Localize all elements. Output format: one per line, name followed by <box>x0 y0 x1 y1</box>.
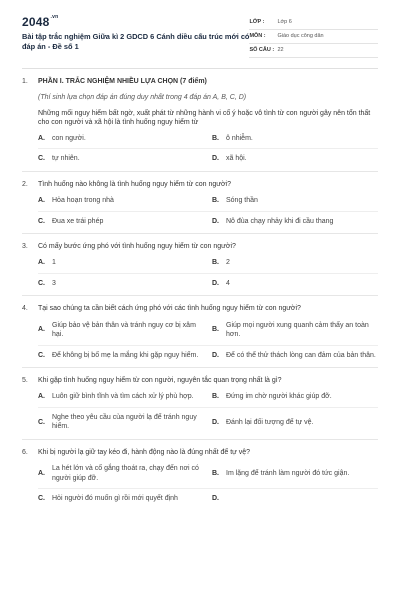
option-b[interactable] <box>212 321 378 340</box>
meta-value: 22 <box>277 46 284 53</box>
option-letter: D. <box>212 279 219 287</box>
option-letter: A. <box>38 393 45 401</box>
option-letter: A. <box>38 469 45 477</box>
option-letter: D. <box>212 155 219 163</box>
question-text: Có mấy bước ứng phó với tình huống nguy hiểm từ con người? <box>38 242 236 250</box>
option-text: Đánh lại đối tượng để tự vệ. <box>226 418 314 426</box>
option-text: con người. <box>52 134 86 142</box>
option-text: Để không bị bố mẹ la mắng khi gặp nguy hiểm. <box>52 351 199 359</box>
question-divider <box>22 439 378 440</box>
option-text: Đua xe trái phép <box>52 217 104 225</box>
meta-key: MÔN : <box>249 32 266 39</box>
question-1 <box>22 77 378 164</box>
option-text: Giúp mọi người xung quanh cảm thấy an toàn hơn. <box>226 321 369 339</box>
option-c[interactable] <box>38 351 204 360</box>
option-text: Nô đùa chạy nhảy khi đi cầu thang <box>226 217 334 225</box>
options-grid <box>38 134 378 164</box>
option-letter: A. <box>38 197 45 205</box>
option-letter: B. <box>212 197 219 205</box>
option-c[interactable] <box>38 217 204 226</box>
option-d[interactable] <box>212 494 378 503</box>
option-letter: B. <box>212 326 219 334</box>
section-heading: PHẦN I. TRẮC NGHIỆM NHIỀU LỰA CHỌN (7 điểm) <box>38 78 207 85</box>
option-a[interactable] <box>38 321 204 340</box>
option-b[interactable] <box>212 258 378 267</box>
question-divider <box>22 171 378 172</box>
logo-text: 2048 <box>22 15 50 29</box>
meta-row-subject <box>249 30 378 44</box>
option-letter: C. <box>38 155 45 163</box>
question-4 <box>22 304 378 360</box>
option-divider <box>38 345 378 346</box>
option-letter: B. <box>212 134 219 142</box>
meta-row-class <box>249 16 378 30</box>
options-grid <box>38 464 378 503</box>
option-d[interactable] <box>212 154 378 163</box>
question-number: 3. <box>22 242 28 250</box>
options-grid <box>38 258 378 288</box>
option-a[interactable] <box>38 196 204 205</box>
option-text: 4 <box>226 279 230 287</box>
option-divider <box>38 488 378 489</box>
option-text: Hỏi người đó muốn gì rồi mới quyết định <box>52 495 178 503</box>
option-text: Đứng im chờ người khác giúp đỡ. <box>226 393 332 401</box>
option-a[interactable] <box>38 464 204 483</box>
question-divider <box>22 295 378 296</box>
option-c[interactable] <box>38 154 204 163</box>
option-letter: A. <box>38 326 45 334</box>
question-2 <box>22 180 378 226</box>
option-letter: C. <box>38 418 45 426</box>
option-letter: D. <box>212 418 219 426</box>
option-letter: A. <box>38 259 45 267</box>
options-grid <box>38 196 378 226</box>
option-text: Hỏa hoạn trong nhà <box>52 197 114 205</box>
question-number: 6. <box>22 448 28 456</box>
meta-value: Lớp 6 <box>277 18 292 25</box>
option-text: La hét lớn và cố gắng thoát ra, chạy đến nơi có người giúp đỡ. <box>52 465 199 482</box>
option-text: 2 <box>226 259 230 267</box>
option-letter: B. <box>212 469 219 477</box>
question-note: (Thí sinh lựa chọn đáp án đúng duy nhất trong 4 đáp án A, B, C, D) <box>38 94 247 102</box>
option-text: Luôn giữ bình tĩnh và tìm cách xử lý phù hợp. <box>52 393 194 401</box>
option-b[interactable] <box>212 134 378 143</box>
option-text: ô nhiễm. <box>226 134 253 142</box>
question-number: 2. <box>22 180 28 188</box>
option-b[interactable] <box>212 196 378 205</box>
question-5 <box>22 376 378 432</box>
option-letter: B. <box>212 393 219 401</box>
meta-value: Giáo dục công dân <box>277 32 324 39</box>
question-3 <box>22 242 378 288</box>
option-a[interactable] <box>38 258 204 267</box>
option-c[interactable] <box>38 279 204 288</box>
option-d[interactable] <box>212 413 378 432</box>
question-text: Khi gặp tình huống nguy hiểm từ con người, nguyên tắc quan trọng nhất là gì? <box>38 377 282 384</box>
option-divider <box>38 407 378 408</box>
option-letter: C. <box>38 495 45 503</box>
meta-key: LỚP : <box>249 18 265 25</box>
option-text: Để có thể thử thách lòng can đảm của bản thân. <box>226 351 376 359</box>
option-letter: B. <box>212 259 219 267</box>
option-text: Im lặng để tránh làm người đó tức giận. <box>226 469 350 477</box>
option-letter: A. <box>38 134 45 142</box>
option-divider <box>38 148 378 149</box>
meta-table <box>249 16 378 58</box>
question-text: Tình huống nào không là tình huống nguy hiểm từ con người? <box>38 180 231 188</box>
option-text: 3 <box>52 279 56 287</box>
header-divider <box>22 68 378 69</box>
option-letter: C. <box>38 279 45 287</box>
option-text: Giúp bảo vệ bản thân và tránh nguy cơ bị xâm hại. <box>52 321 196 339</box>
option-b[interactable] <box>212 464 378 483</box>
meta-key: SỐ CÂU : <box>249 46 275 53</box>
question-6 <box>22 448 378 504</box>
option-text: tự nhiên. <box>52 155 80 163</box>
logo-suffix: .vn <box>50 14 59 20</box>
option-text: Sóng thần <box>226 197 258 205</box>
option-c[interactable] <box>38 413 204 432</box>
option-d[interactable] <box>212 279 378 288</box>
option-letter: C. <box>38 217 45 225</box>
options-grid <box>38 392 378 431</box>
option-text: 1 <box>52 259 56 267</box>
document-header <box>22 14 378 58</box>
option-text: Nghe theo yêu cầu của người lạ để tránh nguy hiểm. <box>52 413 197 431</box>
option-d[interactable] <box>212 351 378 360</box>
question-text: Khi bị người lạ giữ tay kéo đi, hành động nào là đúng nhất để tự vệ? <box>38 448 251 456</box>
question-number: 1. <box>22 78 28 85</box>
option-text: xã hội. <box>226 155 247 163</box>
question-number: 5. <box>22 377 28 384</box>
option-a[interactable] <box>38 392 204 401</box>
option-letter: D. <box>212 217 219 225</box>
option-a[interactable] <box>38 134 204 143</box>
option-c[interactable] <box>38 494 204 503</box>
option-letter: D. <box>212 495 219 503</box>
question-number: 4. <box>22 305 28 313</box>
bottom-fade <box>0 584 400 600</box>
option-d[interactable] <box>212 217 378 226</box>
question-stem: Những mối nguy hiểm bất ngờ, xuất phát từ những hành vi cố ý hoặc vô tình từ con người gây nên tổn thất cho con người và xã hội là tình huống nguy hiểm từ <box>38 109 371 127</box>
question-divider <box>22 233 378 234</box>
option-letter: C. <box>38 351 45 359</box>
option-divider <box>38 273 378 274</box>
site-logo[interactable] <box>22 14 249 30</box>
options-grid <box>38 321 378 360</box>
option-b[interactable] <box>212 392 378 401</box>
meta-row-count <box>249 44 378 58</box>
option-divider <box>38 211 378 212</box>
question-text: Tại sao chúng ta cần biết cách ứng phó với các tình huống nguy hiểm từ con người? <box>38 305 301 313</box>
option-letter: D. <box>212 351 219 359</box>
question-divider <box>22 367 378 368</box>
brand-block <box>22 14 249 52</box>
document-title: Bài tập trắc nghiệm Giữa kì 2 GDCD 6 Cánh diều cấu trúc mới có đáp án - Đề số 1 <box>22 32 250 52</box>
